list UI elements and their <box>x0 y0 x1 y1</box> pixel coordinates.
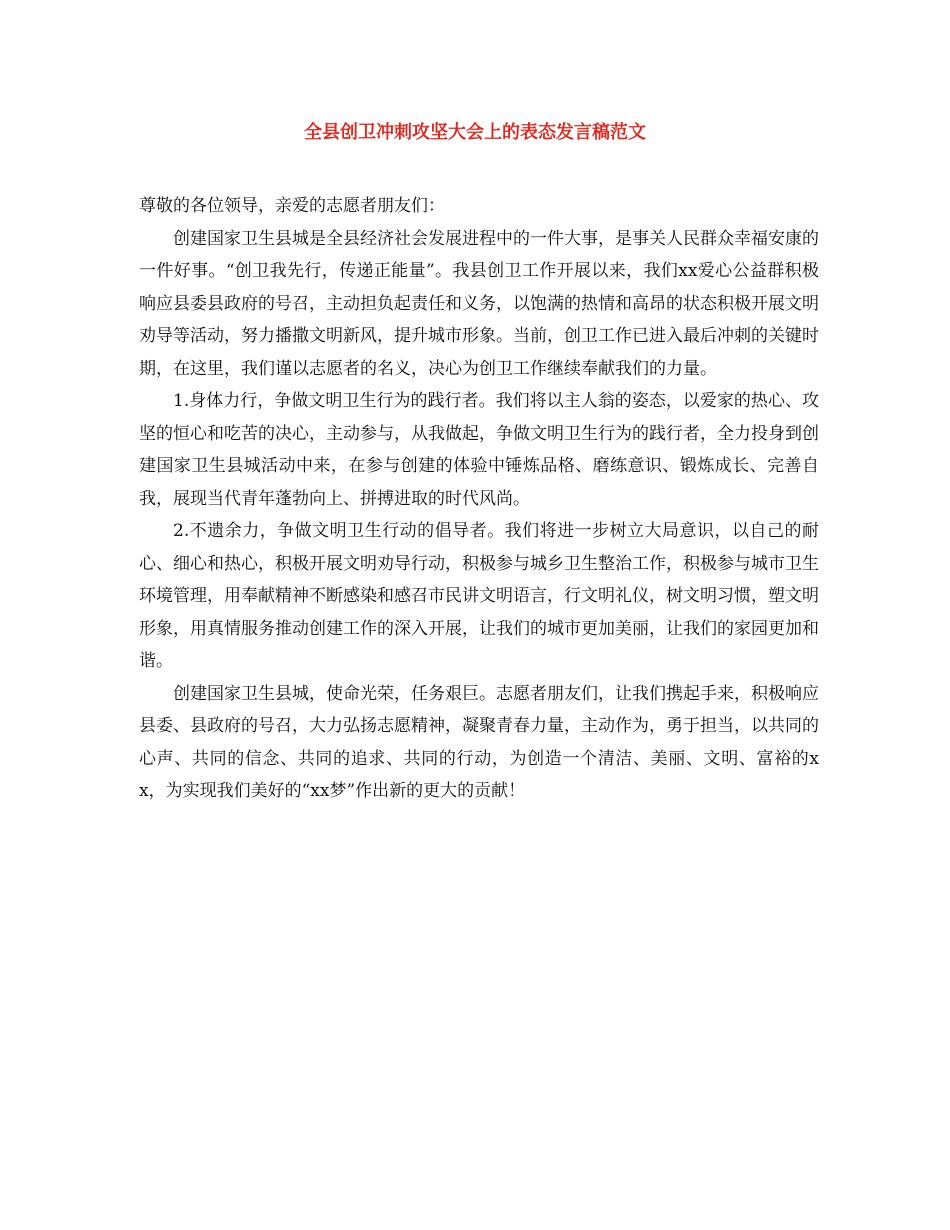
paragraph-intro: 创建国家卫生县城是全县经济社会发展进程中的一件大事，是事关人民群众幸福安康的一件好事。“创卫我先行，传递正能量”。我县创卫工作开展以来，我们xx爱心公益群积极响应县委县政府的号召，主动担负起责任和义务，以饱满的热情和高昂的状态积极开展文明劝导等活动，努力播撒文明新风，提升城市形象。当前，创卫工作已进入最后冲刺的关键时期，在这里，我们谨以志愿者的名义，决心为创卫工作继续奉献我们的力量。 <box>139 228 819 379</box>
document-body <box>139 190 819 808</box>
paragraph-point-2: 2.不遗余力，争做文明卫生行动的倡导者。我们将进一步树立大局意识，以自己的耐心、细心和热心，积极开展文明劝导行动，积极参与城乡卫生整治工作，积极参与城市卫生环境管理，用奉献精神不断感染和感召市民讲文明语言，行文明礼仪，树文明习惯，塑文明形象，用真情服务推动创建工作的深入开展，让我们的城市更加美丽，让我们的家园更加和谐。 <box>139 521 819 671</box>
paragraph-closing: 创建国家卫生县城，使命光荣，任务艰巨。志愿者朋友们，让我们携起手来，积极响应县委、县政府的号召，大力弘扬志愿精神，凝聚青春力量，主动作为，勇于担当，以共同的心声、共同的信念、共同的追求、共同的行动，为创造一个清洁、美丽、文明、富裕的xx，为实现我们美好的“xx梦”作出新的更大的贡献！ <box>139 683 819 801</box>
document-title: 全县创卫冲刺攻坚大会上的表态发言稿范文 <box>304 122 646 143</box>
paragraph-point-1: 1.身体力行，争做文明卫生行为的践行者。我们将以主人翁的姿态，以爱家的热心、攻坚的恒心和吃苦的决心，主动参与，从我做起，争做文明卫生行为的践行者，全力投身到创建国家卫生县城活动中来，在参与创建的体验中锤炼品格、磨练意识、锻炼成长、完善自我，展现当代青年蓬勃向上、拼搏进取的时代风尚。 <box>139 391 819 509</box>
salutation: 尊敬的各位领导，亲爱的志愿者朋友们： <box>139 196 445 216</box>
